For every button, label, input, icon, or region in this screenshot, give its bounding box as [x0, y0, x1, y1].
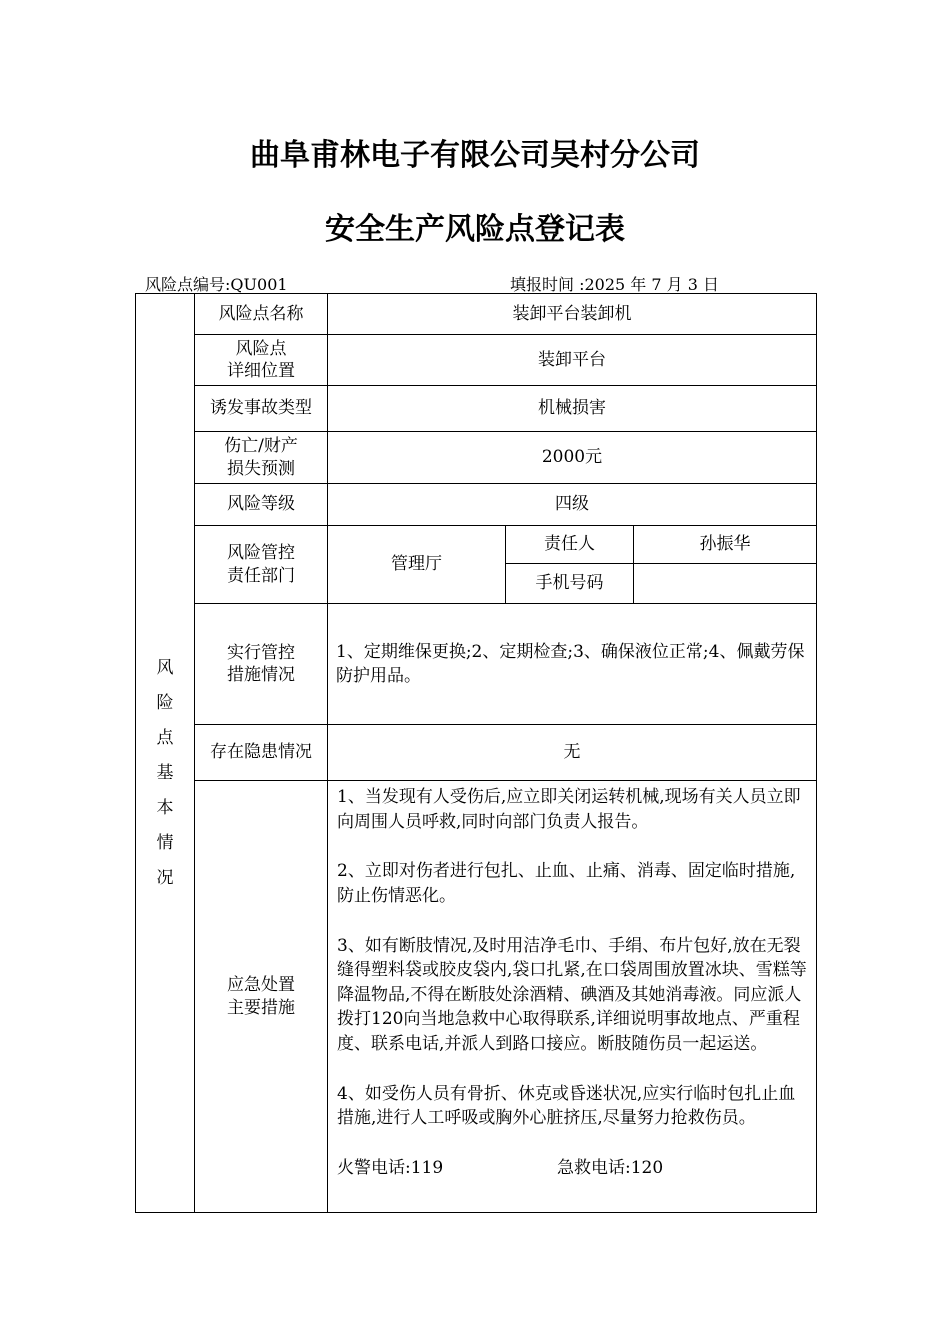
name-value: 装卸平台装卸机 [328, 294, 817, 335]
form-title: 安全生产风险点登记表 [325, 212, 625, 247]
group-char: 基 [156, 762, 174, 783]
group-char: 险 [156, 692, 174, 713]
emergency-measures [328, 781, 817, 1213]
loss-value: 2000元 [328, 432, 817, 484]
risk-number [145, 272, 288, 295]
label-line: 主要措施 [227, 997, 295, 1018]
location-label [195, 335, 328, 386]
dept-value: 管理厅 [328, 526, 506, 604]
fire-phone: 火警电话:119 [337, 1158, 444, 1179]
company-title: 曲阜甫林电子有限公司吴村分公司 [250, 138, 700, 173]
label-line: 损失预测 [227, 458, 295, 479]
phone-value [634, 564, 817, 604]
phone-label: 手机号码 [506, 564, 634, 604]
fill-time: 填报时间 :2025 年 7 月 3 日 [510, 275, 719, 294]
emergency-item: 2、立即对伤者进行包扎、止血、止痛、消毒、固定临时措施,防止伤情恶化。 [337, 861, 796, 906]
level-label: 风险等级 [195, 484, 328, 526]
group-char: 点 [156, 727, 174, 748]
group-char: 况 [156, 867, 174, 888]
person-value: 孙振华 [634, 526, 817, 564]
label-line: 详细位置 [227, 361, 295, 381]
person-label: 责任人 [506, 526, 634, 564]
risk-register-table [135, 293, 817, 1213]
location-value: 装卸平台 [328, 335, 817, 386]
emergency-item: 4、如受伤人员有骨折、休克或昏迷状况,应实行临时包扎止血措施,进行人工呼吸或胸外心脏挤压,尽量努力抢救伤员。 [337, 1083, 796, 1129]
accident-type-value: 机械损害 [328, 386, 817, 432]
emergency-item: 3、如有断肢情况,及时用洁净毛巾、手绢、布片包好,放在无裂缝得塑料袋或胶皮袋内,袋口扎紧,在口袋周围放置冰块、雪糕等降温物品,不得在断肢处涂酒精、碘酒及其她消毒液。同应派人拨打120向当地急救中心取得联系,详细说明事故地点、严重程度、联系电话,并派人到路口接应。断肢随伤员一起运送。 [337, 935, 807, 1055]
label-line: 风险点 [235, 338, 287, 359]
label-line: 风险管控 [227, 543, 295, 564]
dept-label [195, 526, 328, 604]
label-line: 应急处置 [227, 975, 295, 996]
group-label [136, 294, 195, 1213]
risk-number-value: QU001 [230, 275, 288, 294]
risk-number-label: 风险点编号: [145, 275, 231, 294]
group-char: 风 [156, 657, 174, 678]
hazard-label: 存在隐患情况 [195, 725, 328, 781]
ambulance-phone: 急救电话:120 [557, 1158, 664, 1179]
name-label: 风险点名称 [195, 294, 328, 335]
emergency-phones [337, 1156, 808, 1181]
group-char: 本 [156, 797, 174, 818]
measures-value: 1、定期维保更换;2、定期检查;3、确保液位正常;4、佩戴劳保防护用品。 [328, 604, 817, 725]
emergency-label [195, 781, 328, 1213]
label-line: 伤亡/财产 [224, 436, 298, 457]
label-line: 措施情况 [227, 665, 295, 685]
measures-label [195, 604, 328, 725]
group-char: 情 [156, 832, 174, 853]
level-value: 四级 [328, 484, 817, 526]
label-line: 责任部门 [227, 565, 295, 586]
hazard-value: 无 [328, 725, 817, 781]
accident-type-label: 诱发事故类型 [195, 386, 328, 432]
loss-label [195, 432, 328, 484]
label-line: 实行管控 [227, 642, 295, 663]
emergency-item: 1、当发现有人受伤后,应立即关闭运转机械,现场有关人员立即向周围人员呼救,同时向部门负责人报告。 [337, 787, 801, 832]
